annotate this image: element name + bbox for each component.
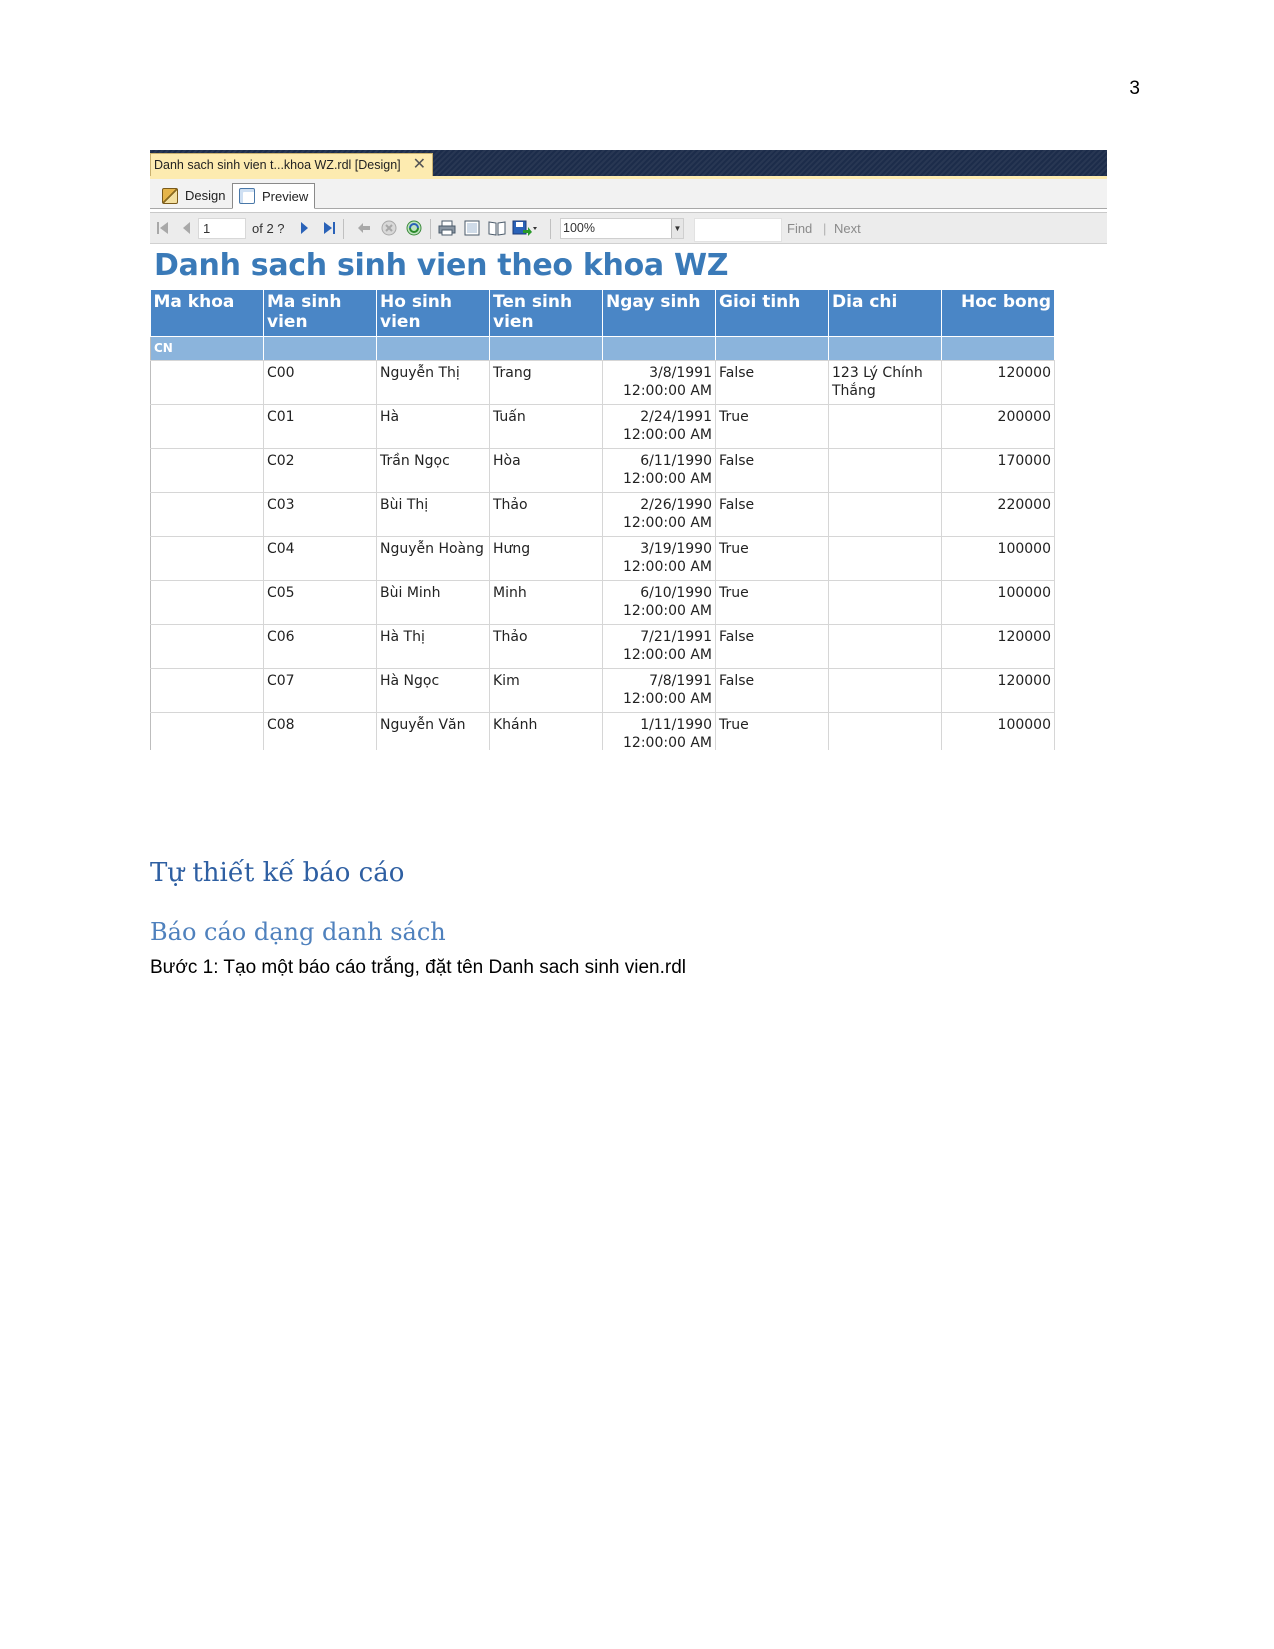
cell-dia-chi — [829, 624, 942, 668]
cell-ngay-sinh — [603, 360, 716, 404]
birth-date: 6/11/1990 — [640, 452, 712, 469]
cell-hoc-bong: 120000 — [942, 360, 1055, 404]
cell-hoc-bong: 100000 — [942, 712, 1055, 750]
table-row — [151, 360, 1055, 404]
table-row — [151, 404, 1055, 448]
column-header: Ten sinh vien — [490, 290, 603, 336]
cell-gioi-tinh: False — [716, 624, 829, 668]
print-layout-icon[interactable] — [463, 219, 481, 237]
birth-time: 12:00:00 AM — [623, 514, 712, 531]
find-separator: | — [823, 221, 827, 236]
cell-dia-chi — [829, 492, 942, 536]
stop-icon[interactable] — [380, 219, 398, 237]
birth-date: 1/11/1990 — [640, 716, 712, 733]
report-table — [150, 290, 1055, 750]
birth-date: 3/19/1990 — [640, 540, 712, 557]
cell-ngay-sinh — [603, 712, 716, 750]
cell-ma-sinh-vien: C06 — [264, 624, 377, 668]
table-row — [151, 668, 1055, 712]
tab-design-label: Design — [185, 188, 226, 203]
cell-ten-sinh-vien: Trang — [490, 360, 603, 404]
cell-hoc-bong: 120000 — [942, 668, 1055, 712]
cell-ho-sinh-vien: Nguyễn Thị — [377, 360, 490, 404]
report-title: Danh sach sinh vien theo khoa WZ — [154, 248, 729, 283]
birth-time: 12:00:00 AM — [623, 690, 712, 707]
cell-ho-sinh-vien: Trần Ngọc — [377, 448, 490, 492]
cell-ten-sinh-vien: Hưng — [490, 536, 603, 580]
cell-ngay-sinh — [603, 448, 716, 492]
document-tab[interactable] — [150, 153, 433, 176]
column-header: Ma sinh vien — [264, 290, 377, 336]
cell-ma-khoa — [151, 360, 264, 404]
cell-gioi-tinh: False — [716, 360, 829, 404]
cell-ho-sinh-vien: Hà Thị — [377, 624, 490, 668]
cell-dia-chi — [829, 404, 942, 448]
refresh-icon[interactable] — [405, 219, 423, 237]
birth-time: 12:00:00 AM — [623, 602, 712, 619]
export-icon[interactable] — [512, 219, 538, 237]
cell-ten-sinh-vien: Khánh — [490, 712, 603, 750]
page-count-label: of 2 ? — [252, 221, 285, 236]
cell-ma-sinh-vien: C02 — [264, 448, 377, 492]
cell-ma-khoa — [151, 448, 264, 492]
cell-ma-khoa — [151, 404, 264, 448]
cell-ngay-sinh — [603, 536, 716, 580]
cell-hoc-bong: 120000 — [942, 624, 1055, 668]
last-page-icon[interactable] — [320, 219, 338, 237]
toolbar-separator — [343, 219, 344, 239]
cell-hoc-bong: 170000 — [942, 448, 1055, 492]
birth-time: 12:00:00 AM — [623, 426, 712, 443]
cell-ma-sinh-vien: C05 — [264, 580, 377, 624]
cell-hoc-bong: 100000 — [942, 536, 1055, 580]
step-paragraph: Bước 1: Tạo một báo cáo trắng, đặt tên Danh sach sinh vien.rdl — [150, 957, 687, 978]
table-row — [151, 448, 1055, 492]
cell-dia-chi — [829, 712, 942, 750]
cell-ho-sinh-vien: Nguyễn Văn — [377, 712, 490, 750]
page-setup-icon[interactable] — [488, 219, 506, 237]
cell-hoc-bong: 100000 — [942, 580, 1055, 624]
table-row — [151, 536, 1055, 580]
cell-ma-khoa — [151, 536, 264, 580]
current-page-input[interactable]: 1 — [198, 218, 246, 239]
birth-date: 7/21/1991 — [640, 628, 712, 645]
birth-time: 12:00:00 AM — [623, 382, 712, 399]
page-number: 3 — [1129, 78, 1140, 99]
preview-icon — [239, 188, 255, 204]
column-header: Ho sinh vien — [377, 290, 490, 336]
cell-gioi-tinh: False — [716, 492, 829, 536]
chevron-down-icon: ▼ — [671, 219, 683, 238]
cell-dia-chi: 123 Lý Chính Thắng — [829, 360, 942, 404]
cell-gioi-tinh: True — [716, 580, 829, 624]
cell-ngay-sinh — [603, 668, 716, 712]
print-icon[interactable] — [438, 219, 456, 237]
first-page-icon[interactable] — [154, 219, 172, 237]
table-header-row — [151, 290, 1055, 336]
birth-time: 12:00:00 AM — [623, 734, 712, 750]
cell-dia-chi — [829, 448, 942, 492]
cell-ma-sinh-vien: C03 — [264, 492, 377, 536]
document-tab-title: Danh sach sinh vien t...khoa WZ.rdl [Design] — [154, 158, 401, 172]
report-preview-screenshot — [150, 150, 1107, 750]
close-icon[interactable]: ✕ — [412, 156, 427, 173]
column-header: Hoc bong — [942, 290, 1055, 336]
design-icon — [162, 188, 178, 204]
birth-date: 3/8/1991 — [649, 364, 712, 381]
cell-ten-sinh-vien: Thảo — [490, 624, 603, 668]
cell-ten-sinh-vien: Kim — [490, 668, 603, 712]
cell-ten-sinh-vien: Minh — [490, 580, 603, 624]
table-row — [151, 580, 1055, 624]
previous-page-icon[interactable] — [178, 219, 196, 237]
cell-ma-sinh-vien: C00 — [264, 360, 377, 404]
cell-gioi-tinh: True — [716, 536, 829, 580]
cell-ma-sinh-vien: C01 — [264, 404, 377, 448]
column-header: Gioi tinh — [716, 290, 829, 336]
cell-dia-chi — [829, 580, 942, 624]
birth-date: 6/10/1990 — [640, 584, 712, 601]
column-header: Dia chi — [829, 290, 942, 336]
tab-preview[interactable] — [232, 183, 315, 209]
cell-gioi-tinh: True — [716, 712, 829, 750]
cell-ngay-sinh — [603, 404, 716, 448]
zoom-select[interactable] — [560, 218, 684, 239]
cell-dia-chi — [829, 536, 942, 580]
cell-ma-khoa — [151, 712, 264, 750]
cell-hoc-bong: 220000 — [942, 492, 1055, 536]
group-row — [151, 336, 1055, 360]
cell-ma-sinh-vien: C04 — [264, 536, 377, 580]
cell-ho-sinh-vien: Nguyễn Hoàng — [377, 536, 490, 580]
birth-date: 7/8/1991 — [649, 672, 712, 689]
table-row — [151, 492, 1055, 536]
toolbar-separator — [430, 219, 431, 239]
cell-hoc-bong: 200000 — [942, 404, 1055, 448]
cell-ma-khoa — [151, 624, 264, 668]
cell-ten-sinh-vien: Thảo — [490, 492, 603, 536]
cell-ma-sinh-vien: C08 — [264, 712, 377, 750]
next-page-icon[interactable] — [295, 219, 313, 237]
cell-ma-khoa — [151, 492, 264, 536]
cell-ma-khoa — [151, 580, 264, 624]
birth-date: 2/26/1990 — [640, 496, 712, 513]
cell-gioi-tinh: True — [716, 404, 829, 448]
birth-time: 12:00:00 AM — [623, 470, 712, 487]
cell-ten-sinh-vien: Hòa — [490, 448, 603, 492]
group-label: CN — [151, 336, 264, 360]
section-heading: Tự thiết kế báo cáo — [150, 858, 405, 888]
cell-ngay-sinh — [603, 580, 716, 624]
table-row — [151, 624, 1055, 668]
cell-ma-khoa — [151, 668, 264, 712]
toolbar-separator — [550, 219, 551, 239]
cell-ho-sinh-vien: Hà Ngọc — [377, 668, 490, 712]
cell-ho-sinh-vien: Hà — [377, 404, 490, 448]
table-row — [151, 712, 1055, 750]
report-toolbar — [150, 212, 1107, 244]
cell-ngay-sinh — [603, 624, 716, 668]
tab-design[interactable] — [156, 183, 231, 208]
back-icon[interactable] — [355, 219, 373, 237]
view-tabs — [150, 179, 1107, 209]
find-next-button[interactable]: Next — [834, 221, 861, 236]
zoom-value: 100% — [563, 221, 595, 235]
birth-time: 12:00:00 AM — [623, 646, 712, 663]
cell-gioi-tinh: False — [716, 668, 829, 712]
tab-preview-label: Preview — [262, 188, 309, 204]
birth-date: 2/24/1991 — [640, 408, 712, 425]
find-button[interactable]: Find — [787, 221, 813, 236]
birth-time: 12:00:00 AM — [623, 558, 712, 575]
cell-dia-chi — [829, 668, 942, 712]
cell-gioi-tinh: False — [716, 448, 829, 492]
cell-ho-sinh-vien: Bùi Thị — [377, 492, 490, 536]
cell-ngay-sinh — [603, 492, 716, 536]
document-tab-bar — [150, 150, 1107, 176]
cell-ma-sinh-vien: C07 — [264, 668, 377, 712]
cell-ho-sinh-vien: Bùi Minh — [377, 580, 490, 624]
column-header: Ngay sinh — [603, 290, 716, 336]
find-input[interactable] — [694, 218, 782, 242]
cell-ten-sinh-vien: Tuấn — [490, 404, 603, 448]
subsection-heading: Báo cáo dạng danh sách — [150, 918, 446, 946]
column-header: Ma khoa — [151, 290, 264, 336]
